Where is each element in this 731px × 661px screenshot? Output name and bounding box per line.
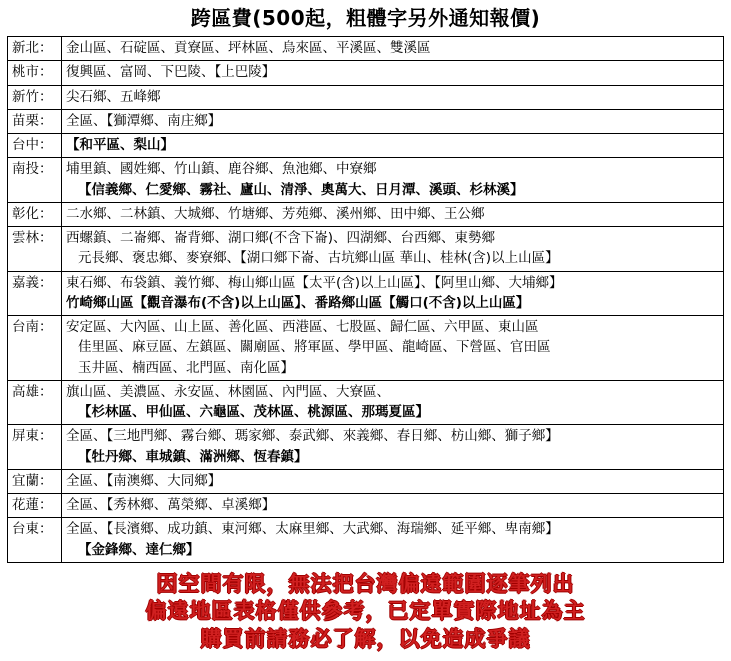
table-row <box>8 469 724 493</box>
region-districts <box>62 380 724 425</box>
region-label: 嘉義： <box>8 271 62 316</box>
region-districts <box>62 271 724 316</box>
table-row <box>8 518 724 563</box>
table-row <box>8 316 724 381</box>
table-body <box>8 37 724 563</box>
district-line: 東石鄉、布袋鎮、義竹鄉、梅山鄉山區【太平(含)以上山區】、【阿里山鄉、大埔鄉】 <box>66 274 563 291</box>
table-row <box>8 85 724 109</box>
district-line: 【牡丹鄉、車城鎮、滿洲鄉、恆春鎮】 <box>78 448 308 465</box>
district-line: 安定區、大內區、山上區、善化區、西港區、七股區、歸仁區、六甲區、東山區 <box>66 319 539 335</box>
region-label: 台中： <box>8 134 62 158</box>
district-line: 尖石鄉、五峰鄉 <box>66 88 161 105</box>
region-label: 苗栗： <box>8 109 62 133</box>
district-line: 全區、【三地門鄉、霧台鄉、瑪家鄉、泰武鄉、來義鄉、春日鄉、枋山鄉、獅子鄉】 <box>66 428 559 445</box>
region-label: 南投： <box>8 158 62 203</box>
table-row <box>8 425 724 470</box>
table-row <box>8 380 724 425</box>
region-districts <box>62 316 724 381</box>
district-line: 二水鄉、二林鎮、大城鄉、竹塘鄉、芳苑鄉、溪州鄉、田中鄉、王公鄉 <box>66 205 485 222</box>
district-line: 全區、【長濱鄉、成功鎮、東河鄉、太麻里鄉、大武鄉、海瑞鄉、延平鄉、卑南鄉】 <box>66 521 559 538</box>
region-districts <box>62 37 724 61</box>
cross-region-fee-table <box>7 36 724 563</box>
region-label: 高雄： <box>8 380 62 425</box>
region-districts <box>62 518 724 563</box>
region-label: 新竹： <box>8 85 62 109</box>
page-title: 跨區費(500起，粗體字另外通知報價) <box>190 6 541 30</box>
region-label: 桃市： <box>8 61 62 85</box>
footer-line: 偏遠地區表格僅供參考，已定單實際地址為主 <box>145 599 586 624</box>
region-label: 屏東： <box>8 425 62 470</box>
region-label: 新北： <box>8 37 62 61</box>
region-districts <box>62 227 724 272</box>
district-line: 旗山區、美濃區、永安區、林園區、內門區、大寮區、 <box>66 383 390 400</box>
table-row <box>8 271 724 316</box>
table-row <box>8 61 724 85</box>
footer-line: 購買前請務必了解，以免造成爭議 <box>200 627 531 652</box>
region-districts <box>62 469 724 493</box>
region-label: 花蓮： <box>8 494 62 518</box>
region-label: 宜蘭： <box>8 469 62 493</box>
district-line: 金山區、石碇區、貢寮區、坪林區、烏來區、平溪區、雙溪區 <box>66 40 431 56</box>
district-line: 【和平區、梨山】 <box>66 137 174 153</box>
region-label: 台南： <box>8 316 62 381</box>
region-label: 雲林： <box>8 227 62 272</box>
table-row <box>8 202 724 226</box>
region-label: 台東： <box>8 518 62 563</box>
district-line: 埔里鎮、國姓鄉、竹山鎮、鹿谷鄉、魚池鄉、中寮鄉 <box>66 161 377 178</box>
table-row <box>8 494 724 518</box>
district-line: 玉井區、楠西區、北門區、南化區】 <box>78 359 294 376</box>
district-line: 【杉林區、甲仙區、六龜區、茂林區、桃源區、那瑪夏區】 <box>78 404 429 420</box>
district-line: 全區、【秀林鄉、萬榮鄉、卓溪鄉】 <box>66 497 276 513</box>
district-line: 復興區、富岡、下巴陵、【上巴陵】 <box>66 64 276 81</box>
district-line: 竹崎鄉山區【觀音瀑布(不含)以上山區】、番路鄉山區【觸口(不含)以上山區】 <box>66 294 530 311</box>
table-row <box>8 37 724 61</box>
district-line: 元長鄉、褒忠鄉、麥寮鄉、【湖口鄉下崙、古坑鄉山區 華山、桂林(含)以上山區】 <box>78 250 559 267</box>
region-districts <box>62 109 724 133</box>
district-line: 【金鋒鄉、達仁鄉】 <box>78 541 200 558</box>
region-label: 彰化： <box>8 202 62 226</box>
region-districts <box>62 61 724 85</box>
table-row <box>8 134 724 158</box>
table-row <box>8 227 724 272</box>
table-row <box>8 158 724 203</box>
district-line: 【信義鄉、仁愛鄉、霧社、廬山、清淨、奧萬大、日月潭、溪頭、杉林溪】 <box>78 181 524 198</box>
district-line: 全區、【南澳鄉、大同鄉】 <box>66 472 222 489</box>
district-line: 全區、【獅潭鄉、南庄鄉】 <box>66 112 222 129</box>
district-line: 西螺鎮、二崙鄉、崙背鄉、湖口鄉(不含下崙)、四湖鄉、台西鄉、東勢鄉 <box>66 230 496 246</box>
region-districts <box>62 494 724 518</box>
table-row <box>8 109 724 133</box>
region-districts <box>62 85 724 109</box>
region-districts <box>62 134 724 158</box>
district-line: 佳里區、麻豆區、左鎮區、關廟區、將軍區、學甲區、龍崎區、下營區、官田區 <box>78 339 551 356</box>
region-districts <box>62 425 724 470</box>
footer-warning <box>0 571 731 654</box>
region-districts <box>62 158 724 203</box>
footer-line: 因空間有限，無法把台灣偏遠範圍逐筆列出 <box>156 571 575 596</box>
region-districts <box>62 202 724 226</box>
